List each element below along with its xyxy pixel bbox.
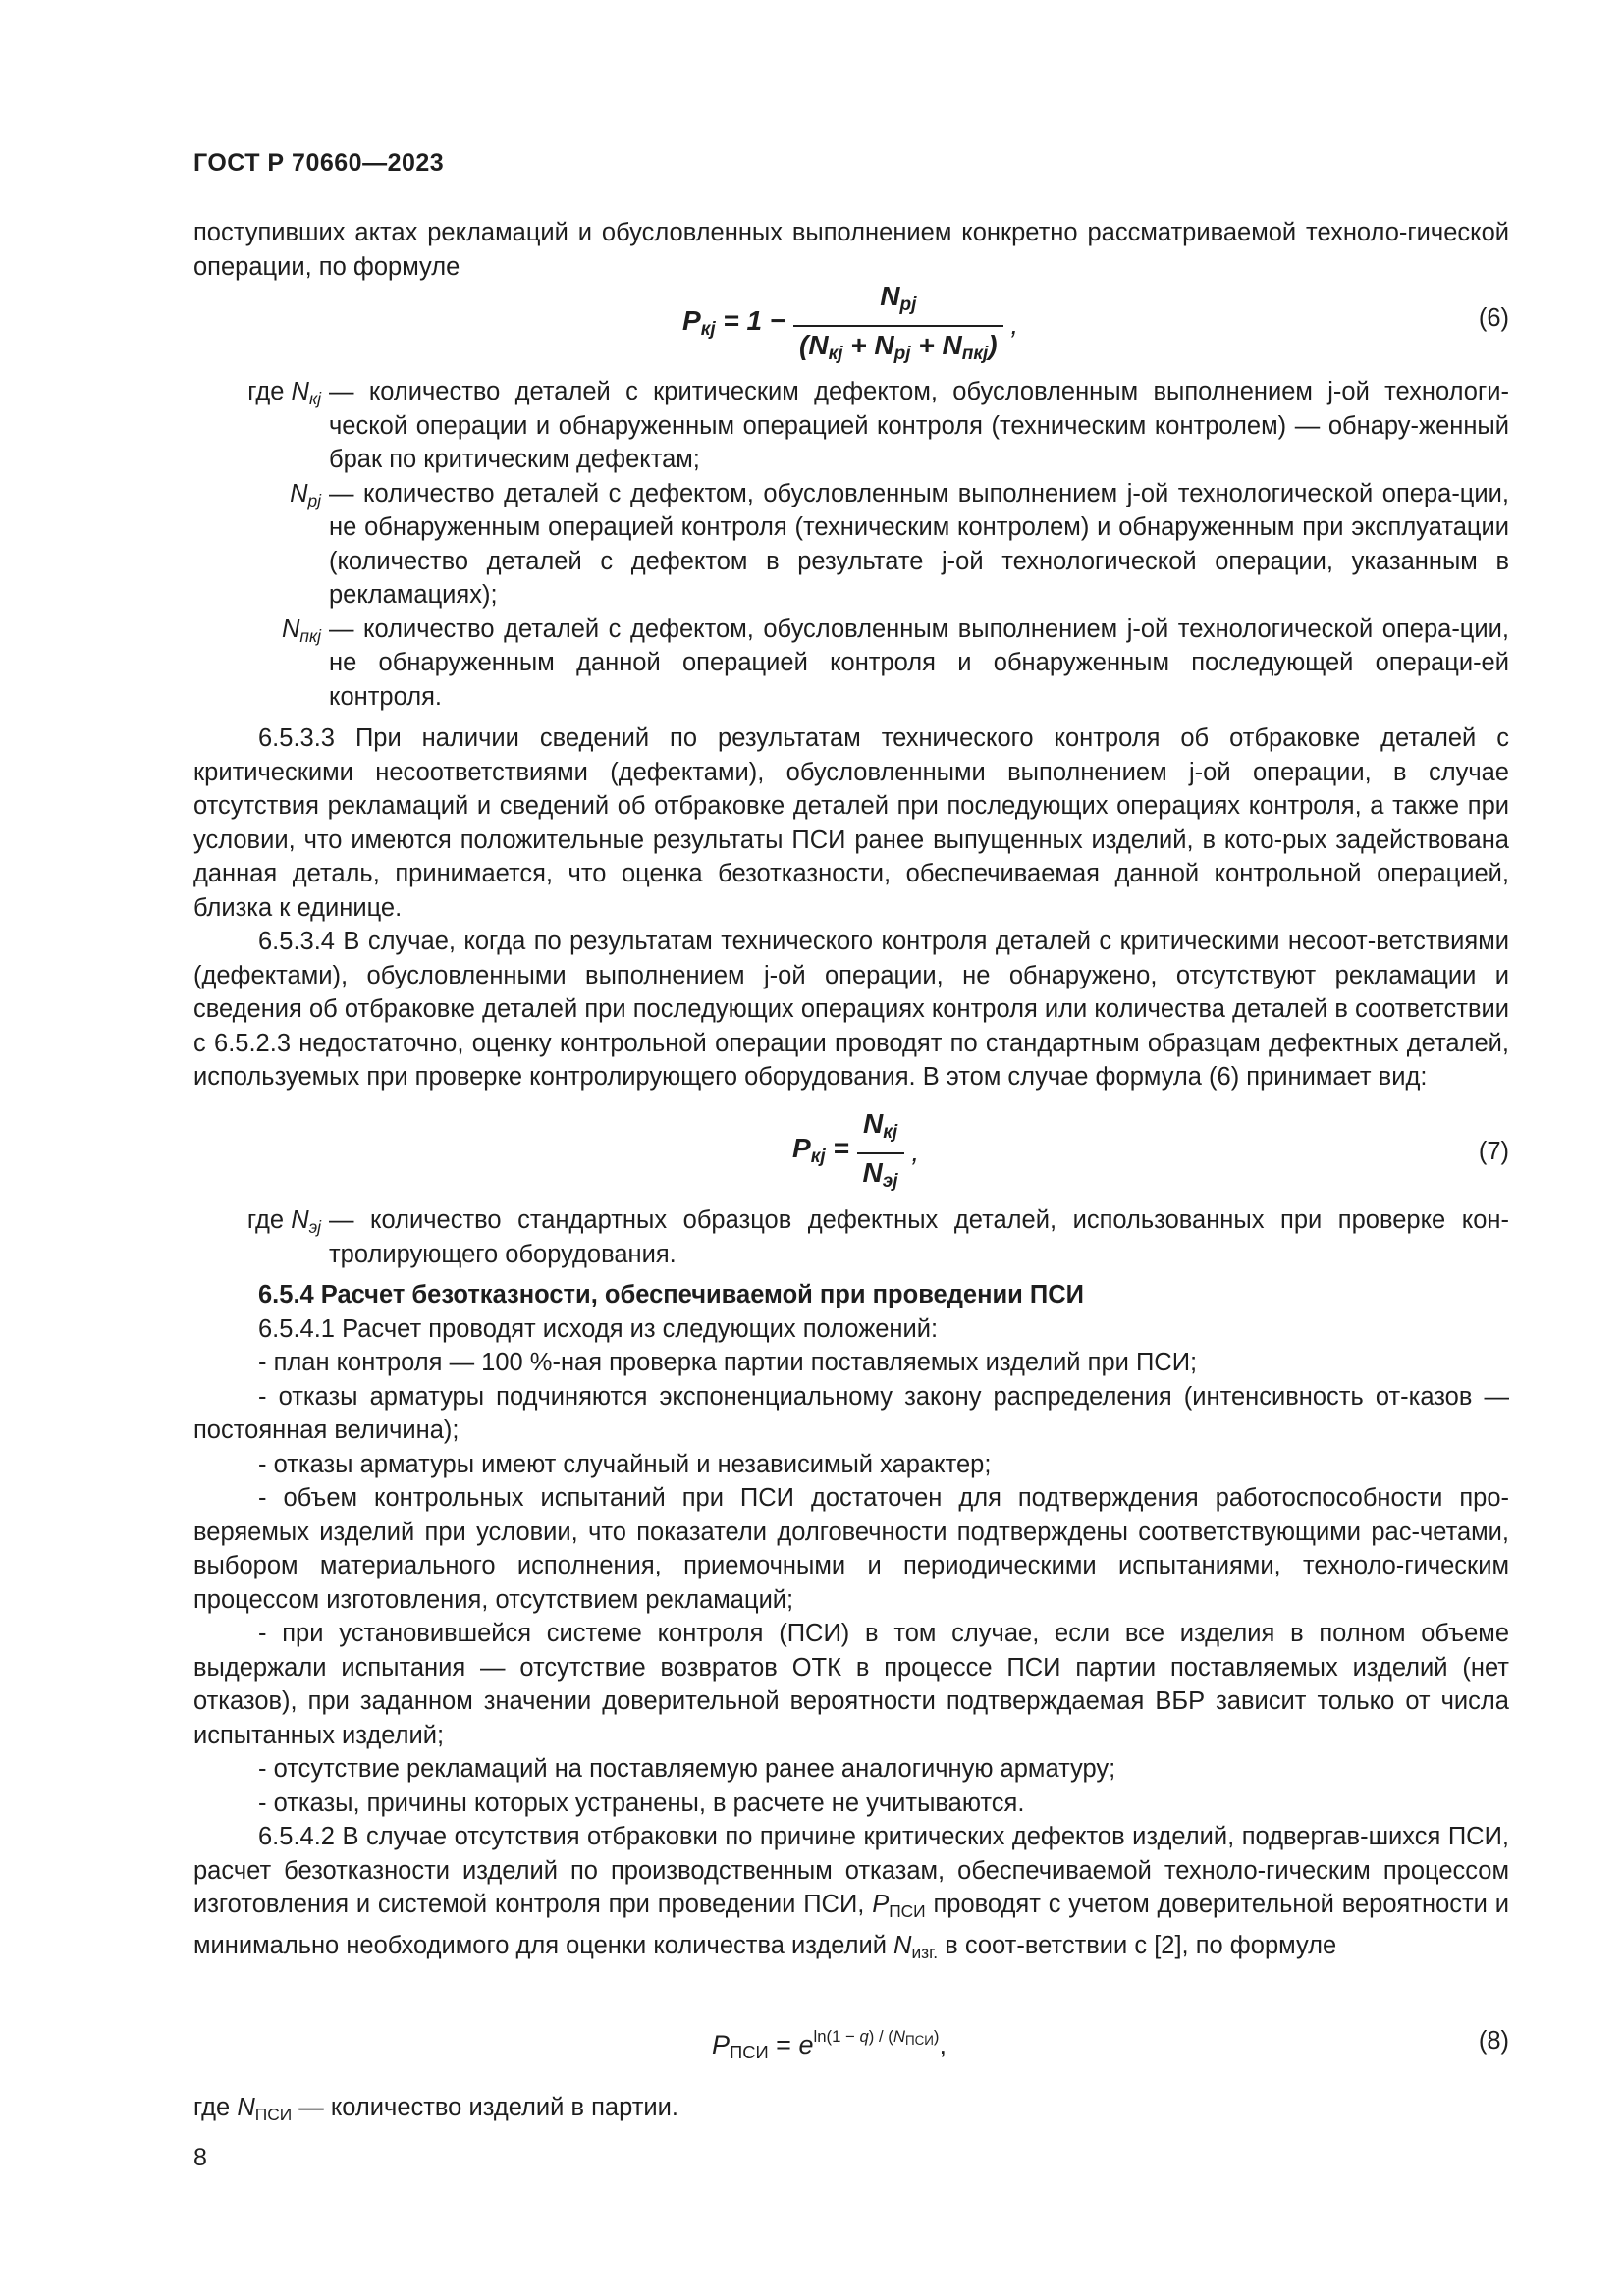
where-list-7 bbox=[193, 1203, 1509, 1271]
where-prefix: где bbox=[193, 2094, 238, 2121]
formula-6-expression: $P_{кj} = 1$ − $\frac{N_{pj}}{(N_{кj} + N_{pj} + N_{пкj})}$ , bbox=[682, 280, 1018, 371]
where-item bbox=[193, 375, 1509, 477]
formula-7-expression: $P_{кj}$ = $\frac{N_{кj}}{N_{эj}}$ , bbox=[792, 1107, 919, 1199]
intro-paragraph bbox=[193, 216, 1509, 284]
where-prefix: где bbox=[246, 1206, 292, 1234]
where-symbol: N bbox=[282, 614, 300, 643]
document-header: ГОСТ Р 70660—2023 bbox=[193, 149, 445, 177]
where-list-6 bbox=[193, 375, 1509, 714]
where-list-8 bbox=[193, 2091, 1509, 2132]
section-heading: 6.5.4 Расчет безотказности, обеспечиваемой при проведении ПСИ bbox=[258, 1281, 1085, 1308]
formula-8-expression: $P_{ПСИ} = e^{ln(1 - q) / (N_{ПСИ})}$, bbox=[712, 2027, 947, 2062]
where-subscript: кj bbox=[308, 389, 321, 408]
where-description: — количество деталей с дефектом, обусловленным выполнением j-ой технологической опера-ции, не обнаруженным данной операцией контроля и обнаруженным последующей операци-ей контроля. bbox=[329, 614, 1509, 711]
paragraph-6542-part2: проводят с учетом доверительной вероятности и минимально необходимого для оценки количества изделий bbox=[193, 1891, 1509, 1959]
formula-6 bbox=[193, 280, 1509, 364]
where-description: — количество стандартных образцов дефектных деталей, использованных при проверке кон-тролирующего оборудования. bbox=[329, 1206, 1509, 1268]
paragraph-6542 bbox=[193, 1820, 1509, 1969]
where-item bbox=[193, 1203, 1509, 1271]
list-item: - объем контрольных испытаний при ПСИ достаточен для подтверждения работоспособности про-веряемых изделий при условии, что показатели долговечности подтверждены соответствующими рас-четами, выбором материального исполнения, приемочными и периодическими испытаниями, техноло-гическим процессом изготовления, отсутствием рекламаций; bbox=[193, 1484, 1509, 1614]
psi-symbol: P bbox=[872, 1891, 890, 1918]
n-subscript: изг. bbox=[911, 1942, 939, 1962]
paragraph-6533: 6.5.3.3 При наличии сведений по результатам технического контроля об отбраковке деталей с критическими несоответствиями (дефектами), обусловленными выполнением j-ой операции, в случае отсутствия рекламаций и сведений об отбраковке деталей при последующих операциях контроля, а также при условии, что имеются положительные результаты ПСИ ранее выпущенных изделий, в кото-рых задействована данная деталь, принимается, что оценка безотказности, обеспечиваемая данной контрольной операцией, близка к единице. bbox=[193, 724, 1509, 922]
list-item: - отказы, причины которых устранены, в расчете не учитываются. bbox=[258, 1789, 1025, 1817]
paragraph-6541: 6.5.4.1 Расчет проводят исходя из следующих положений: bbox=[258, 1314, 939, 1343]
where-description: — количество изделий в партии. bbox=[292, 2094, 678, 2121]
where-symbol: N bbox=[291, 378, 309, 405]
formula-6-number: (6) bbox=[1478, 304, 1509, 332]
where-subscript: pj bbox=[307, 490, 321, 510]
intro-text: поступивших актах рекламаций и обусловленных выполнением конкретно рассматриваемой техноло-гической операции, по формуле bbox=[193, 219, 1509, 281]
where-subscript: ПСИ bbox=[254, 2105, 293, 2124]
formula-8 bbox=[193, 2020, 1509, 2069]
where-item bbox=[193, 477, 1509, 613]
page-number: 8 bbox=[193, 2144, 207, 2171]
formula-7-number: (7) bbox=[1478, 1138, 1509, 1165]
where-prefix: где bbox=[247, 378, 292, 405]
paragraph-6542-part3: в соот-ветствии с [2], по формуле bbox=[938, 1931, 1337, 1959]
where-description: — количество деталей с дефектом, обусловленным выполнением j-ой технологической опера-ции, не обнаруженным операцией контроля (техническим контролем) и обнаруженным при эксплуатации (количество деталей с дефектом в результате j-ой технологической операции, указанным в рекламациях); bbox=[329, 479, 1509, 609]
where-item bbox=[193, 613, 1509, 715]
where-subscript: эj bbox=[308, 1217, 321, 1237]
where-item bbox=[193, 2091, 1509, 2132]
paragraph-6534: 6.5.3.4 В случае, когда по результатам технического контроля деталей с критическими несоот-ветствиями (дефектами), обусловленными выполнением j-ой операции, не обнаружено, отсутствуют рекламации и сведения об отбраковке деталей при последующих операциях контроля или количества деталей в соответствии с 6.5.2.3 недостаточно, оценку контрольной операции проводят по стандартным образцам дефектных деталей, используемых при проверке контролирующего оборудования. В этом случае формула (6) принимает вид: bbox=[193, 928, 1509, 1091]
where-subscript: пкj bbox=[299, 625, 321, 646]
list-item: - отсутствие рекламаций на поставляемую ранее аналогичную арматуру; bbox=[258, 1755, 1116, 1783]
where-symbol: N bbox=[291, 1206, 309, 1234]
where-symbol: N bbox=[290, 479, 308, 507]
section-654 bbox=[193, 1278, 1509, 1969]
psi-subscript: ПСИ bbox=[889, 1901, 926, 1921]
list-item: - план контроля — 100 %-ная проверка партии поставляемых изделий при ПСИ; bbox=[258, 1349, 1198, 1376]
where-symbol: N bbox=[237, 2094, 255, 2121]
list-item: - при установившейся системе контроля (ПСИ) в том случае, если все изделия в полном объеме выдержали испытания — отсутствие возвратов ОТК в процессе ПСИ партии поставляемых изделий (нет отказов), при заданном значении доверительной вероятности подтверждаемая ВБР зависит только от числа испытанных изделий; bbox=[193, 1620, 1509, 1749]
paragraphs-6533-6534 bbox=[193, 721, 1509, 1095]
list-item: - отказы арматуры имеют случайный и независимый характер; bbox=[258, 1450, 992, 1478]
formula-8-number: (8) bbox=[1478, 2027, 1509, 2055]
list-item: - отказы арматуры подчиняются экспоненциальному закону распределения (интенсивность от-казов — постоянная величина); bbox=[193, 1382, 1509, 1444]
n-symbol: N bbox=[893, 1931, 912, 1959]
formula-7 bbox=[193, 1107, 1509, 1192]
where-description: — количество деталей с критическим дефектом, обусловленным выполнением j-ой технологи-ческой операции и обнаруженным операцией контроля (техническим контролем) — обнару-женный брак по критическим дефектам; bbox=[329, 378, 1509, 473]
paragraph-6542-part1: 6.5.4.2 В случае отсутствия отбраковки по причине критических дефектов изделий, подвергав-шихся ПСИ, расчет безотказности изделий по производственным отказам, обеспечиваемой техноло-гическим процессом изготовления и системой контроля при проведении ПСИ, bbox=[193, 1823, 1509, 1918]
